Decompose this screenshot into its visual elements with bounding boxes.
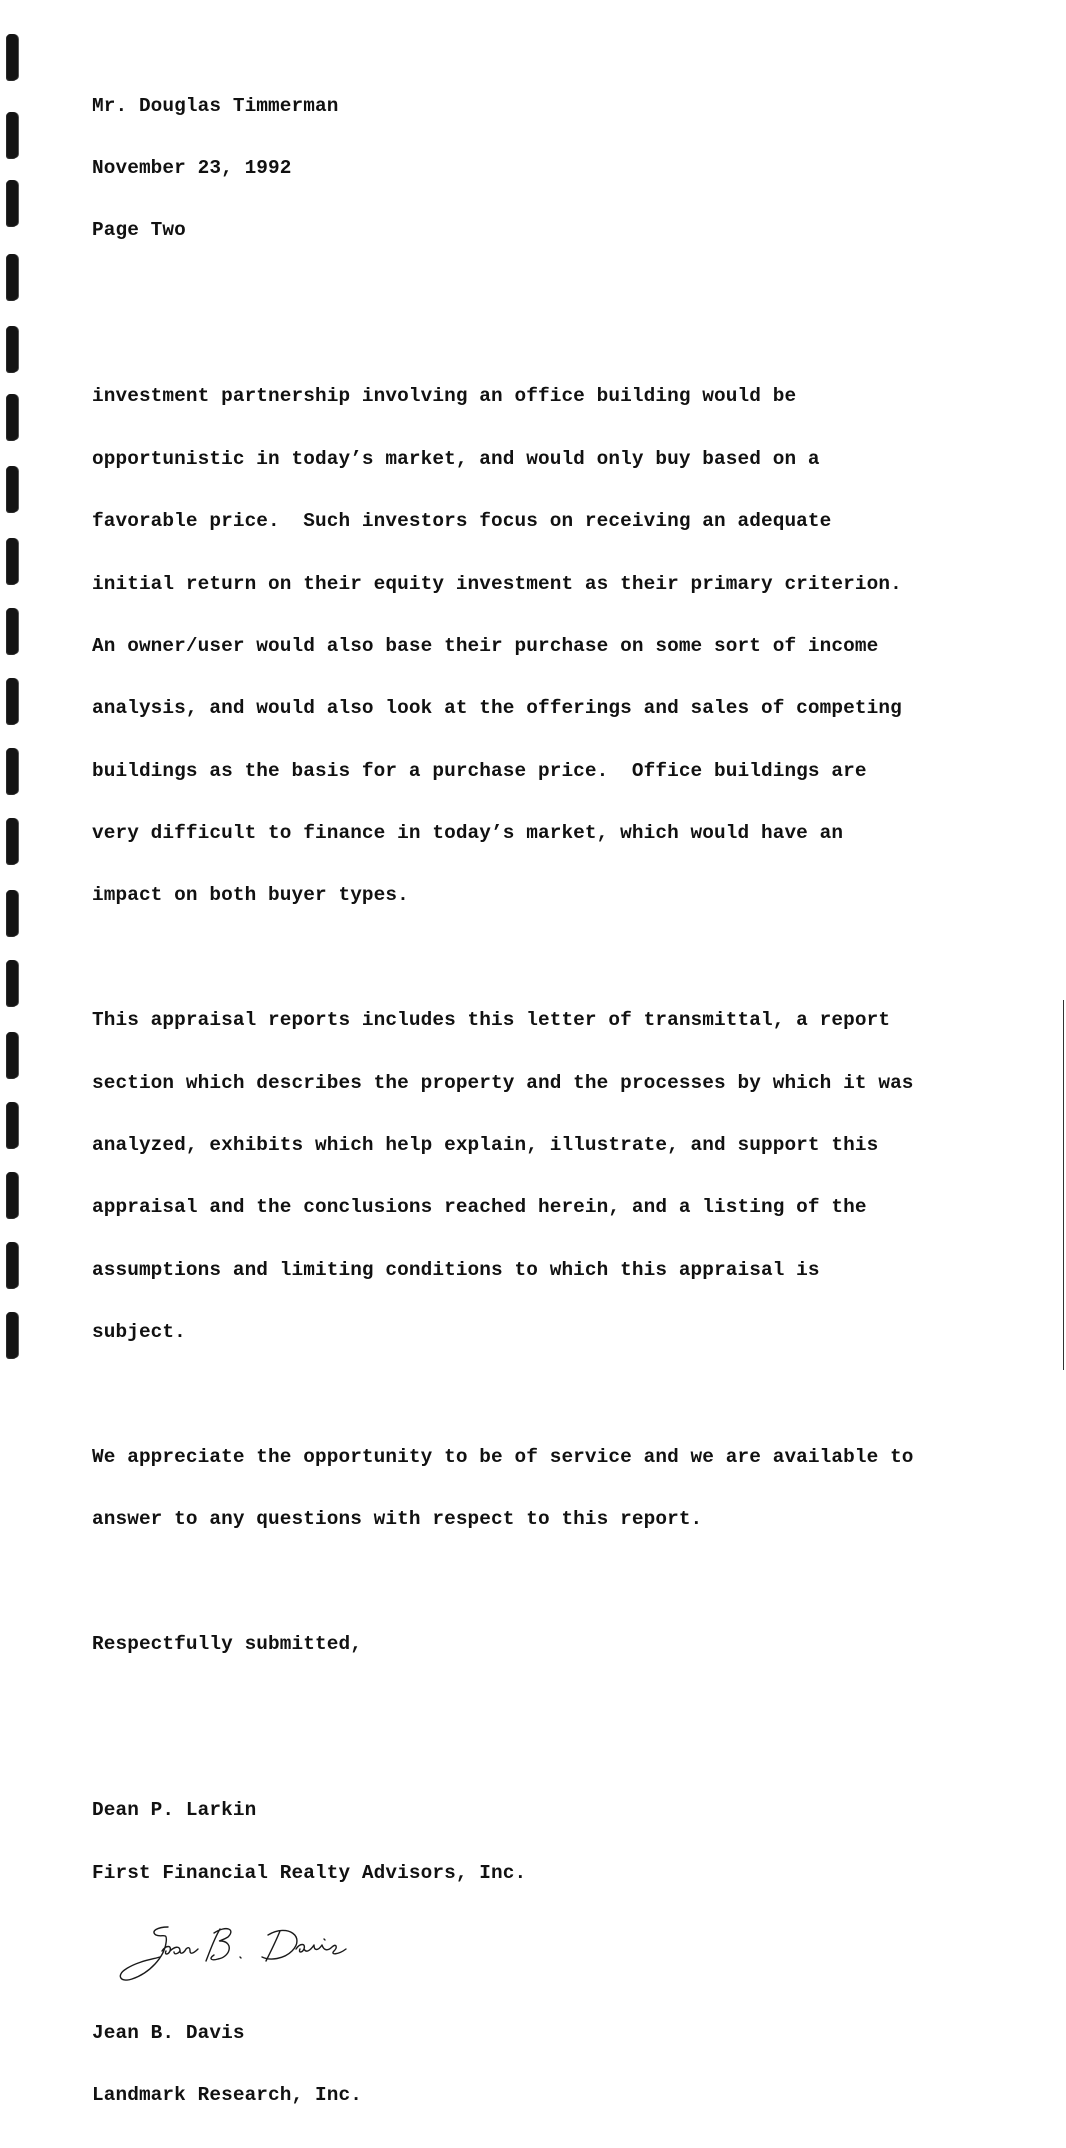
binder-punch-strip [0, 0, 48, 1380]
signatory-company: Landmark Research, Inc. [92, 2083, 362, 2106]
letter-header [92, 54, 992, 283]
punch-hole [7, 466, 18, 512]
punch-hole [7, 394, 18, 440]
paragraph-line: impact on both buyer types. [92, 884, 409, 907]
punch-hole [7, 1032, 18, 1078]
paragraph-line: subject. [92, 1321, 186, 1344]
punch-hole [7, 34, 18, 80]
punch-hole [7, 748, 18, 794]
paragraph-appreciation [92, 1405, 992, 1571]
paragraph-line: analysis, and would also look at the offerings and sales of competing [92, 697, 902, 720]
handwritten-signature [110, 1925, 992, 1981]
punch-hole [7, 326, 18, 372]
paragraph-line: opportunistic in today’s market, and would only buy based on a [92, 447, 820, 470]
page-edge-line [1063, 1000, 1064, 1370]
signatory-name: Jean B. Davis [92, 2021, 245, 2044]
paragraph-line: answer to any questions with respect to this report. [92, 1508, 703, 1531]
paragraph-line: An owner/user would also base their purchase on some sort of income [92, 634, 879, 657]
paragraph-line: very difficult to finance in today’s market, which would have an [92, 822, 844, 845]
paragraph-line: appraisal and the conclusions reached herein, and a listing of the [92, 1196, 867, 1219]
paragraph-buyer-analysis [92, 345, 992, 948]
punch-hole [7, 818, 18, 864]
punch-hole [7, 678, 18, 724]
recipient-name: Mr. Douglas Timmerman [92, 94, 339, 117]
paragraph-line: buildings as the basis for a purchase price. Office buildings are [92, 759, 867, 782]
paragraph-line: favorable price. Such investors focus on receiving an adequate [92, 510, 832, 533]
punch-hole [7, 538, 18, 584]
signatory-block-larkin [92, 1759, 992, 1925]
punch-hole [7, 890, 18, 936]
punch-hole [7, 1102, 18, 1148]
page-number: Page Two [92, 219, 186, 242]
paragraph-line: assumptions and limiting conditions to which this appraisal is [92, 1258, 820, 1281]
punch-hole [7, 254, 18, 300]
paragraph-line: section which describes the property and the processes by which it was [92, 1071, 914, 1094]
punch-hole [7, 960, 18, 1006]
punch-hole [7, 1312, 18, 1358]
closing-salutation [92, 1593, 992, 1697]
paragraph-report-contents [92, 969, 992, 1385]
paragraph-line: We appreciate the opportunity to be of service and we are available to [92, 1446, 914, 1468]
letter-date: November 23, 1992 [92, 156, 292, 179]
punch-hole [7, 1172, 18, 1218]
punch-hole [7, 1242, 18, 1288]
paragraph-line: This appraisal reports includes this letter of transmittal, a report [92, 1009, 891, 1032]
letter-body [92, 54, 992, 2147]
punch-hole [7, 608, 18, 654]
signature-icon [110, 1921, 370, 1985]
punch-hole [7, 180, 18, 226]
punch-hole [7, 112, 18, 158]
paragraph-line: investment partnership involving an office building would be [92, 385, 797, 408]
signatory-company: First Financial Realty Advisors, Inc. [92, 1861, 527, 1884]
signatory-block-davis [92, 1981, 992, 2147]
paragraph-line: analyzed, exhibits which help explain, illustrate, and support this [92, 1134, 879, 1157]
paragraph-line: initial return on their equity investment as their primary criterion. [92, 572, 902, 595]
signatory-name: Dean P. Larkin [92, 1799, 257, 1822]
closing-text: Respectfully submitted, [92, 1633, 362, 1656]
